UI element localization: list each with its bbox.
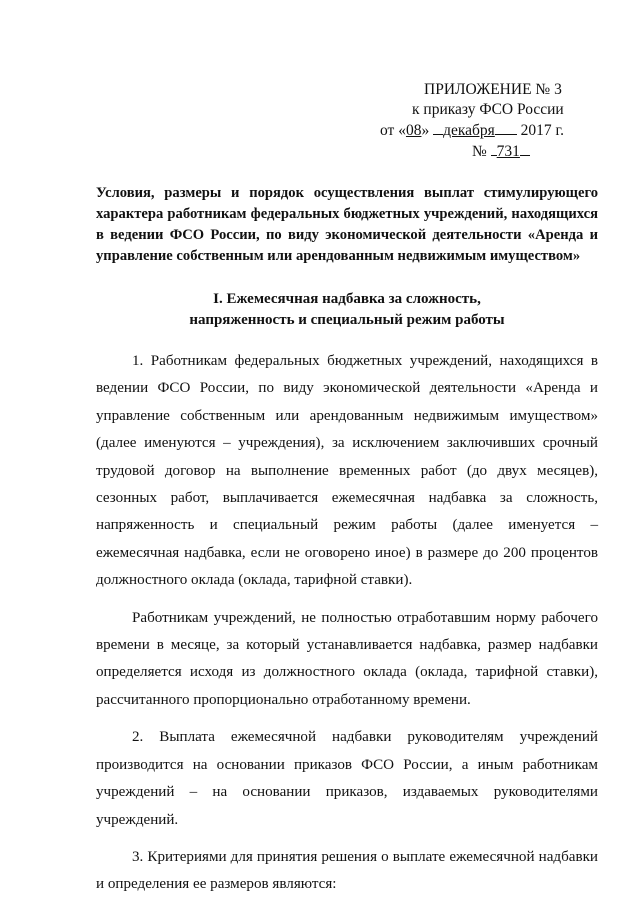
appendix-title: ПРИЛОЖЕНИЕ № 3 (424, 81, 562, 98)
document-title: Условия, размеры и порядок осуществления выплат стимулирующего характера работникам федеральных бюджетных учреждений, находящихся в ведении ФСО России, по виду экономической деятельности «Аренда и управление собственным или арендованным недвижимым имуществом» (96, 185, 598, 264)
number-prefix: № (472, 143, 487, 160)
appendix-date (380, 120, 610, 141)
appendix-header (380, 80, 610, 162)
number-value: 731 (496, 143, 520, 160)
body-text (96, 348, 598, 909)
date-prefix: от « (380, 122, 406, 139)
date-mid: » (421, 122, 430, 139)
section-heading-line-1: I. Ежемесячная надбавка за сложность, (213, 291, 481, 307)
date-gap (433, 120, 443, 135)
number-trail (520, 141, 530, 156)
section-heading-line-2: напряженность и специальный режим работы (189, 312, 505, 328)
appendix-order-ref: к приказу ФСО России (412, 101, 564, 118)
appendix-number (380, 141, 610, 162)
paragraph: 3. Критериями для принятия решения о выплате ежемесячной надбавки и определения ее размеров являются: (96, 848, 598, 893)
date-month: декабря (443, 122, 495, 139)
date-trail (495, 120, 517, 135)
paragraph: Работникам учреждений, не полностью отработавшим норму рабочего времени в месяце, за который устанавливается надбавка, размер надбавки определяется исходя из должностного оклада (оклада, тарифной ставки), рассчитанного пропорционально отработанному времени. (96, 609, 598, 708)
section-heading (96, 289, 598, 331)
date-day: 08 (405, 122, 422, 139)
date-year: 2017 г. (520, 122, 565, 139)
paragraph: 2. Выплата ежемесячной надбавки руководителям учреждений производится на основании приказов ФСО России, а иным работникам учреждений – на основании приказов, издаваемых руководителями учреждений. (96, 729, 598, 828)
paragraph: 1. Работникам федеральных бюджетных учреждений, находящихся в ведении ФСО России, по виду экономической деятельности «Аренда и управление собственным или арендованным недвижимым имуществом» (далее именуются – учреждения), за исключением заключивших срочный трудовой договор на выполнение временных работ (до двух месяцев), сезонных работ, выплачивается ежемесячная надбавка за сложность, напряженность и специальный режим работы (далее именуется – ежемесячная надбавка, если не оговорено иное) в размере до 200 процентов должностного оклада (оклада, тарифной ставки). (96, 353, 598, 589)
